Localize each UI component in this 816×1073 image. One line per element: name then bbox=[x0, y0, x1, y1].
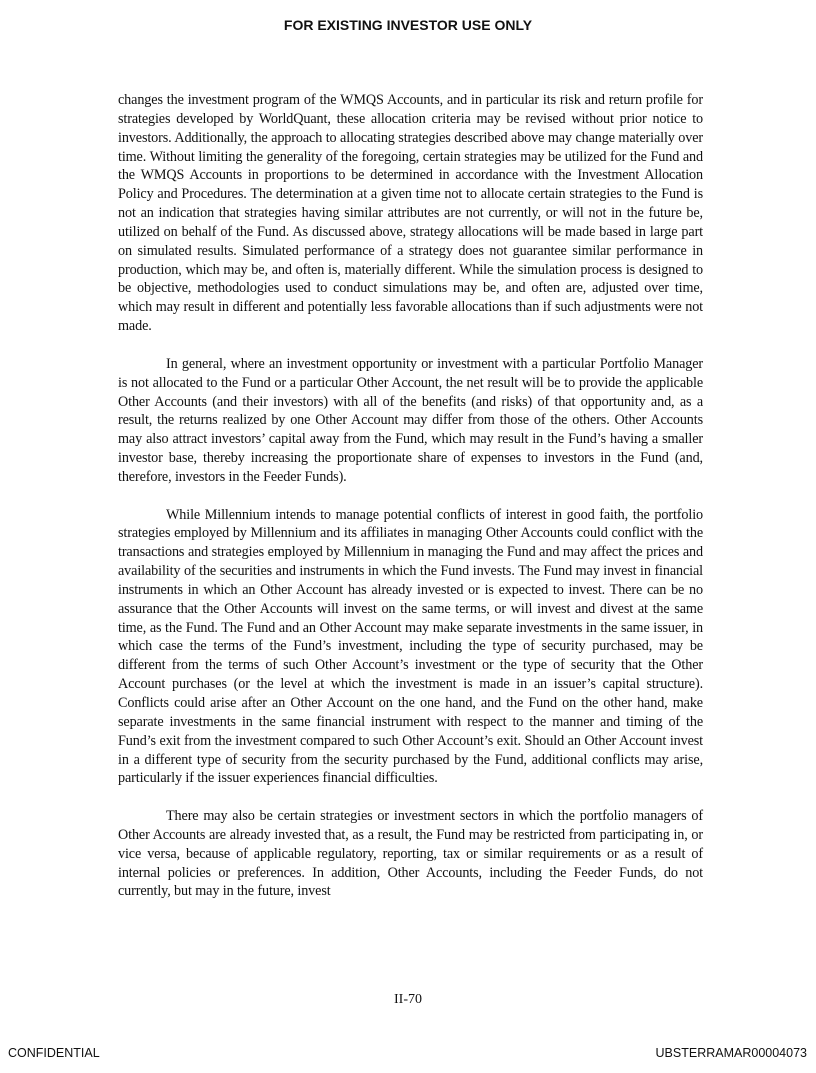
page-header: FOR EXISTING INVESTOR USE ONLY bbox=[283, 17, 533, 33]
bates-number: UBSTERRAMAR00004073 bbox=[655, 1046, 807, 1060]
page-number: II-70 bbox=[394, 992, 422, 1007]
paragraph: While Millennium intends to manage potential conflicts of interest in good faith, the portfolio strategies employed by Millennium and its affiliates in managing Other Accounts could conflict with the transactions and strategies employed by Millennium in managing the Fund and may affect the prices and availability of the securities and instruments in which the Fund invests. The Fund may invest in financial instruments in which an Other Account has already invested or is expected to invest. There can be no assurance that the Other Accounts will invest on the same terms, or will invest and divest at the same time, as the Fund. The Fund and an Other Account may make separate investments in the same issuer, in which case the terms of the Fund’s investment, including the type of security purchased, may be different from the terms of such Other Account’s investment or the type of security that the Other Account purchases (or the level at which the investment is made in an issuer’s capital structure). Conflicts could arise after an Other Account on the one hand, and the Fund on the other hand, make separate investments in the same financial instrument with respect to the manner and timing of the Fund’s exit from the investment compared to such Other Account’s exit. Should an Other Account invest in a different type of security from the security purchased by the Fund, additional conflicts may arise, particularly if the issuer experiences financial difficulties. bbox=[118, 506, 703, 787]
paragraph: In general, where an investment opportunity or investment with a particular Portfolio Manager is not allocated to the Fund or a particular Other Account, the net result will be to provide the applicable Other Accounts (and their investors) with all of the benefits (and risks) of that opportunity and, as a result, the returns realized by one Other Account may differ from those of the others. Other Accounts may also attract investors’ capital away from the Fund, which may result in the Fund’s having a smaller investor base, thereby increasing the proportionate share of expenses to investors in the Fund (and, therefore, investors in the Feeder Funds). bbox=[118, 355, 703, 485]
confidential-label: CONFIDENTIAL bbox=[8, 1046, 100, 1060]
paragraph: There may also be certain strategies or investment sectors in which the portfolio managers of Other Accounts are already invested that, as a result, the Fund may be restricted from participating in, or vice versa, because of applicable regulatory, reporting, tax or similar requirements or as a result of internal policies or preferences. In addition, Other Accounts, including the Feeder Funds, do not currently, but may in the future, invest bbox=[118, 808, 703, 900]
document-body bbox=[118, 91, 703, 920]
paragraph-continued: changes the investment program of the WMQS Accounts, and in particular its risk and return profile for strategies developed by WorldQuant, these allocation criteria may be revised without prior notice to investors. Additionally, the approach to allocating strategies described above may change materially over time. Without limiting the generality of the foregoing, certain strategies may be utilized for the Fund and the WMQS Accounts in proportions to be determined in accordance with the Investment Allocation Policy and Procedures. The determination at a given time not to allocate certain strategies to the Fund is not an indication that strategies having similar attributes are not currently, or will not in the future be, utilized on behalf of the Fund. As discussed above, strategy allocations will be made based in large part on simulated results. Simulated performance of a strategy does not guarantee similar performance in production, which may be, and often is, materially different. While the simulation process is designed to be objective, methodologies used to conduct simulations may be, and often are, adjusted over time, which may result in different and potentially less favorable allocations than if such adjustments were not made. bbox=[118, 92, 703, 335]
